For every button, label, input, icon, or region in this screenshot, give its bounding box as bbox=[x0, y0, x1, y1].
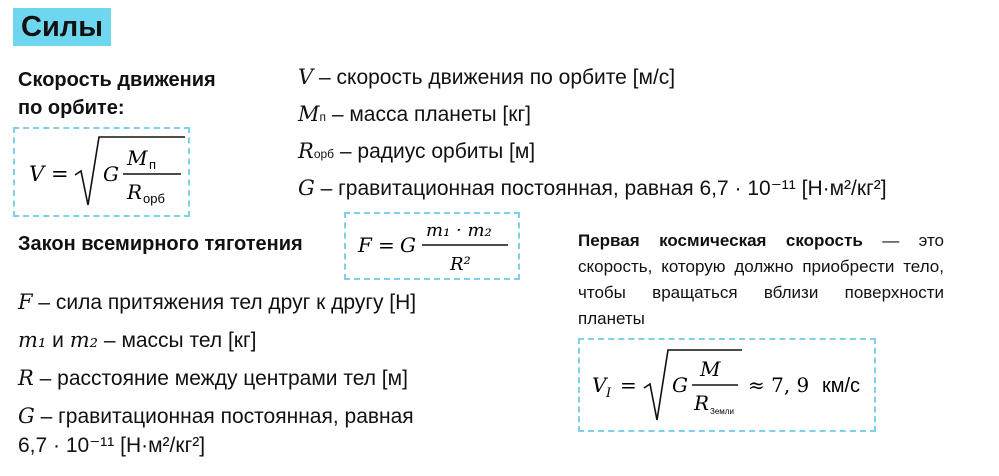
def-symbol-2: m₂ bbox=[69, 328, 99, 352]
first-cosmic-formula bbox=[580, 340, 874, 430]
formula-G: G bbox=[672, 373, 688, 397]
def-symbol-sub: орб bbox=[313, 147, 335, 161]
gravitation-formula-box bbox=[344, 212, 520, 280]
def-text: – масса планеты [кг] bbox=[326, 103, 531, 126]
formula-numerator: M bbox=[127, 146, 148, 170]
def-symbol: F bbox=[18, 290, 33, 314]
def-symbol: R bbox=[298, 139, 314, 163]
formula-denominator: R bbox=[127, 180, 143, 204]
def-text: – радиус орбиты [м] bbox=[334, 140, 536, 163]
def-row-f bbox=[18, 287, 416, 325]
def-text: – сила притяжения тел друг к другу [Н] bbox=[32, 291, 417, 314]
formula-denominator: R bbox=[694, 391, 710, 415]
formula-denominator-sub: Земли bbox=[710, 407, 734, 416]
def-row-r bbox=[18, 363, 416, 401]
def-row-v bbox=[298, 62, 887, 99]
def-text: – расстояние между центрами тел [м] bbox=[33, 367, 408, 390]
formula-rhs: ≈ 7, 9 bbox=[748, 373, 810, 397]
def-text: и bbox=[46, 329, 70, 352]
def-symbol: m₁ bbox=[18, 328, 47, 352]
formula-lhs: V bbox=[592, 373, 607, 397]
formula-unit: км/с bbox=[822, 375, 861, 397]
def-symbol: G bbox=[298, 176, 315, 200]
formula-numerator: m₁ · m₂ bbox=[426, 220, 492, 241]
def-text: – гравитационная постоянная, равная bbox=[34, 405, 414, 428]
def-symbol: M bbox=[298, 102, 320, 126]
formula-numerator-sub: п bbox=[149, 157, 157, 172]
formula-denominator: R² bbox=[450, 254, 471, 275]
formula-lhs: F bbox=[358, 233, 372, 257]
def-symbol: G bbox=[18, 404, 35, 428]
orbital-speed-formula-box bbox=[13, 127, 190, 217]
def-row-masses bbox=[18, 325, 416, 363]
def-symbol: R bbox=[18, 366, 34, 390]
first-cosmic-text: — это скорость, которую должно приобрести тело, чтобы вращаться вблизи поверхности планеты bbox=[578, 231, 944, 328]
orbital-speed-heading bbox=[18, 66, 216, 122]
formula-G: G bbox=[400, 233, 416, 257]
formula-G: G bbox=[103, 162, 119, 186]
def-row-m bbox=[298, 99, 887, 136]
first-cosmic-description bbox=[578, 228, 944, 332]
first-cosmic-term: Первая космическая скорость bbox=[578, 231, 863, 250]
gravitation-definitions bbox=[18, 287, 416, 461]
formula-equals: = bbox=[620, 373, 637, 397]
def-text: – гравитационная постоянная, равная 6,7 · 10⁻¹¹ [Н·м²/кг²] bbox=[314, 177, 887, 200]
formula-lhs-sub: I bbox=[606, 386, 612, 401]
gravitation-heading: Закон всемирного тяготения bbox=[18, 233, 303, 255]
orbital-speed-definitions bbox=[298, 62, 887, 210]
def-row-g bbox=[18, 401, 416, 431]
def-text: – скорость движения по орбите [м/с] bbox=[313, 66, 676, 89]
def-row-r bbox=[298, 136, 887, 173]
def-row-g-continued: 6,7 · 10⁻¹¹ [Н·м²/кг²] bbox=[18, 434, 206, 457]
gravitation-formula bbox=[346, 214, 518, 278]
def-symbol: V bbox=[298, 65, 314, 89]
orbital-speed-formula bbox=[15, 129, 188, 215]
formula-equals: = bbox=[51, 162, 69, 186]
first-cosmic-formula-box bbox=[578, 338, 876, 432]
formula-denominator-sub: орб bbox=[143, 191, 165, 206]
def-row-g bbox=[298, 173, 887, 210]
def-text-2: – массы тел [кг] bbox=[98, 329, 257, 352]
formula-numerator: M bbox=[700, 357, 721, 381]
orbital-speed-heading-line1: Скорость движения bbox=[18, 69, 216, 91]
formula-lhs: V bbox=[29, 162, 45, 186]
orbital-speed-heading-line2: по орбите: bbox=[18, 97, 125, 119]
formula-equals: = bbox=[378, 233, 395, 257]
page-title: Силы bbox=[13, 8, 111, 46]
def-symbol-sub: п bbox=[319, 110, 327, 124]
